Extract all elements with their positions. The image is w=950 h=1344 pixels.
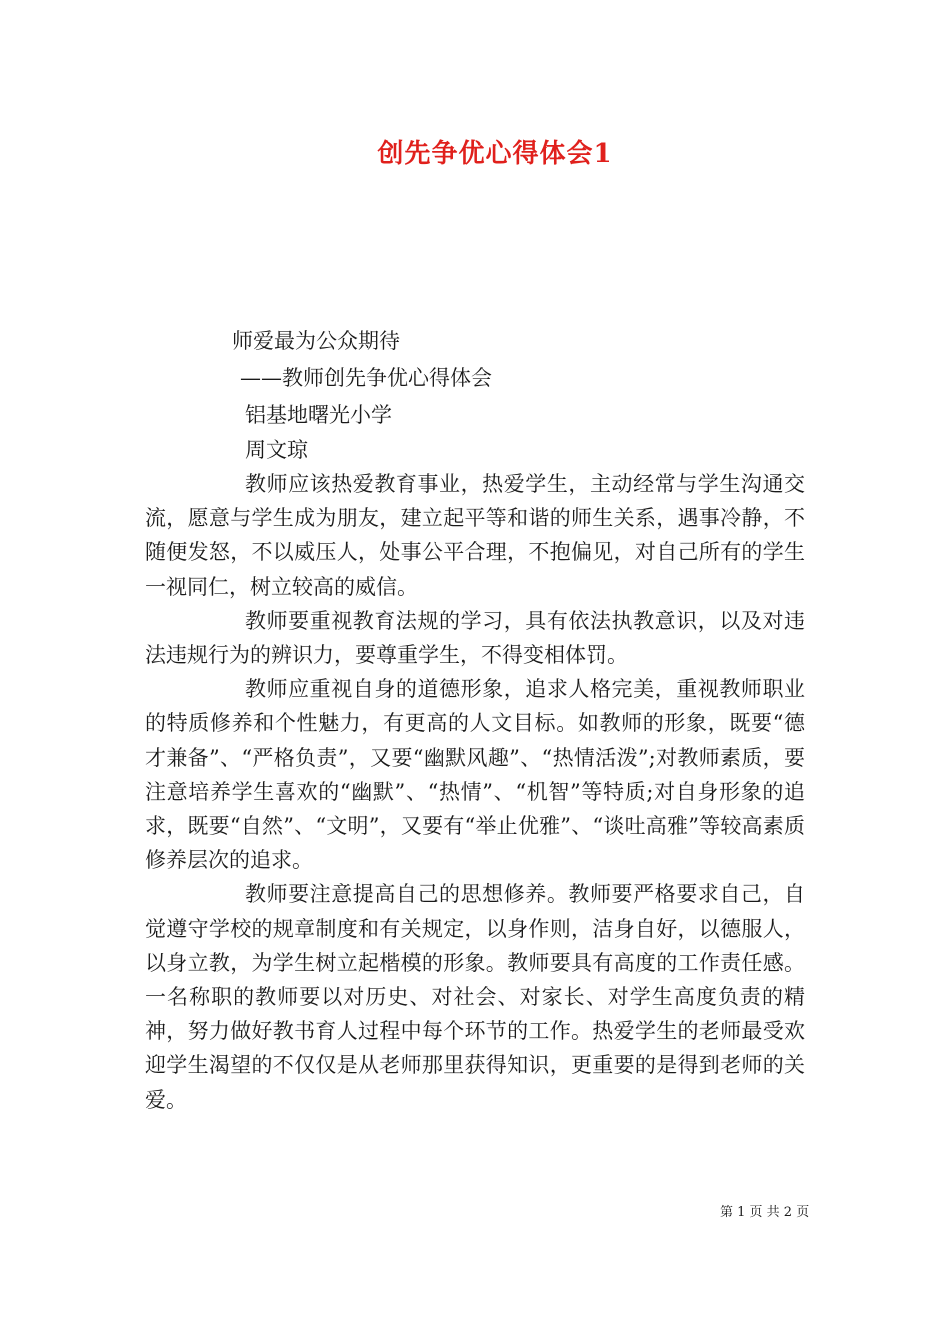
paragraph: 教师应该热爱教育事业，热爱学生，主动经常与学生沟通交流，愿意与学生成为朋友，建立起平等和谐的师生关系，遇事冷静，不随便发怒，不以威压人，处事公平合理，不抱偏见，对自己所有的学生一视同仁，树立较高的威信。: [145, 472, 805, 599]
paragraph: 教师应重视自身的道德形象，追求人格完美，重视教师职业的特质修养和个性魅力，有更高的人文目标。如教师的形象，既要“德才兼备”、“严格负责”，又要“幽默风趣”、“热情活泼”;对教师素质，要注意培养学生喜欢的“幽默”、“热情”、“机智”等特质;对自身形象的追求，既要“自然”、“文明”，又要有“举止优雅”、“谈吐高雅”等较高素质修养层次的追求。: [145, 677, 805, 873]
document-title: 创先争优心得体会1: [377, 139, 613, 169]
heading-line-subtitle: ——教师创先争优心得体会: [240, 366, 492, 390]
paragraph: 教师要注意提高自己的思想修养。教师要严格要求自己，自觉遵守学校的规章制度和有关规定，以身作则，洁身自好，以德服人，以身立教，为学生树立起楷模的形象。教师要具有高度的工作责任感。一名称职的教师要以对历史、对社会、对家长、对学生高度负责的精神，努力做好教书育人过程中每个环节的工作。热爱学生的老师最受欢迎学生渴望的不仅仅是从老师那里获得知识，更重要的是得到老师的关爱。: [145, 882, 805, 1112]
heading-line-subject: 师爱最为公众期待: [232, 329, 400, 353]
heading-line-school: 铝基地曙光小学: [245, 403, 392, 427]
page-number: 第 1 页 共 2 页: [720, 1205, 810, 1220]
body-text: [145, 467, 805, 1117]
heading-line-author: 周文琼: [245, 438, 308, 462]
paragraph: 教师要重视教育法规的学习，具有依法执教意识，以及对违法违规行为的辨识力，要尊重学生，不得变相体罚。: [145, 608, 805, 668]
